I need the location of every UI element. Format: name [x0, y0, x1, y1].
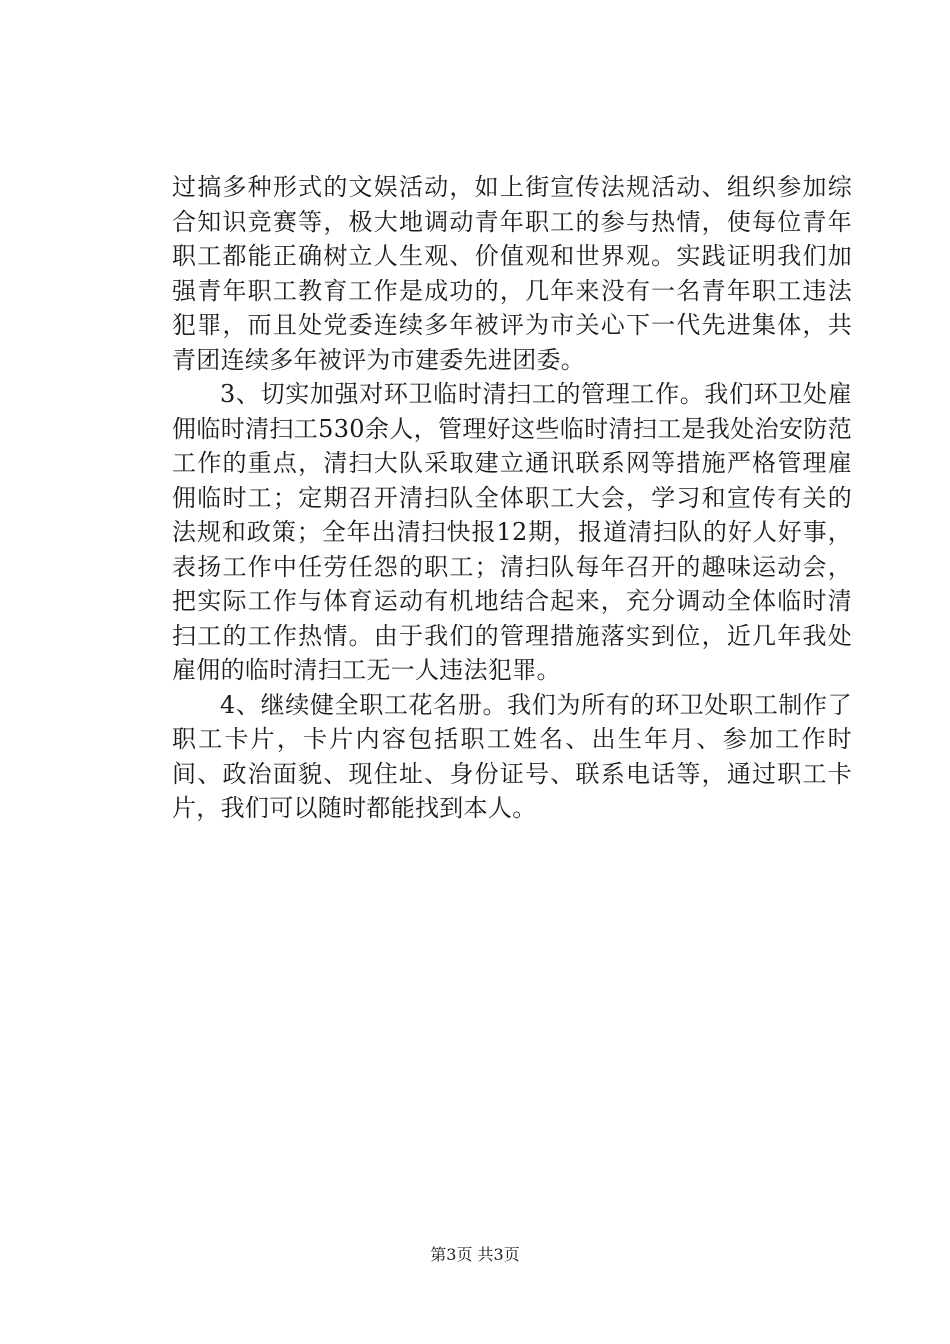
- document-body: [172, 170, 852, 826]
- paragraph-1: 过搞多种形式的文娱活动，如上街宣传法规活动、组织参加综合知识竞赛等，极大地调动青年职工的参与热情，使每位青年职工都能正确树立人生观、价值观和世界观。实践证明我们加强青年职工教育工作是成功的，几年来没有一名青年职工违法犯罪，而且处党委连续多年被评为市关心下一代先进集体，共青团连续多年被评为市建委先进团委。: [172, 173, 852, 374]
- paragraph-2: 3、切实加强对环卫临时清扫工的管理工作。我们环卫处雇佣临时清扫工530余人，管理好这些临时清扫工是我处治安防范工作的重点，清扫大队采取建立通讯联系网等措施严格管理雇佣临时工；定期召开清扫队全体职工大会，学习和宣传有关的法规和政策；全年出清扫快报12期，报道清扫队的好人好事，表扬工作中任劳任怨的职工；清扫队每年召开的趣味运动会，把实际工作与体育运动有机地结合起来，充分调动全体临时清扫工的工作热情。由于我们的管理措施落实到位，近几年我处雇佣的临时清扫工无一人违法犯罪。: [172, 380, 852, 684]
- paragraph-3: 4、继续健全职工花名册。我们为所有的环卫处职工制作了职工卡片，卡片内容包括职工姓名、出生年月、参加工作时间、政治面貌、现住址、身份证号、联系电话等，通过职工卡片，我们可以随时都能找到本人。: [172, 690, 852, 822]
- page-footer: 第3页 共3页: [430, 1245, 520, 1264]
